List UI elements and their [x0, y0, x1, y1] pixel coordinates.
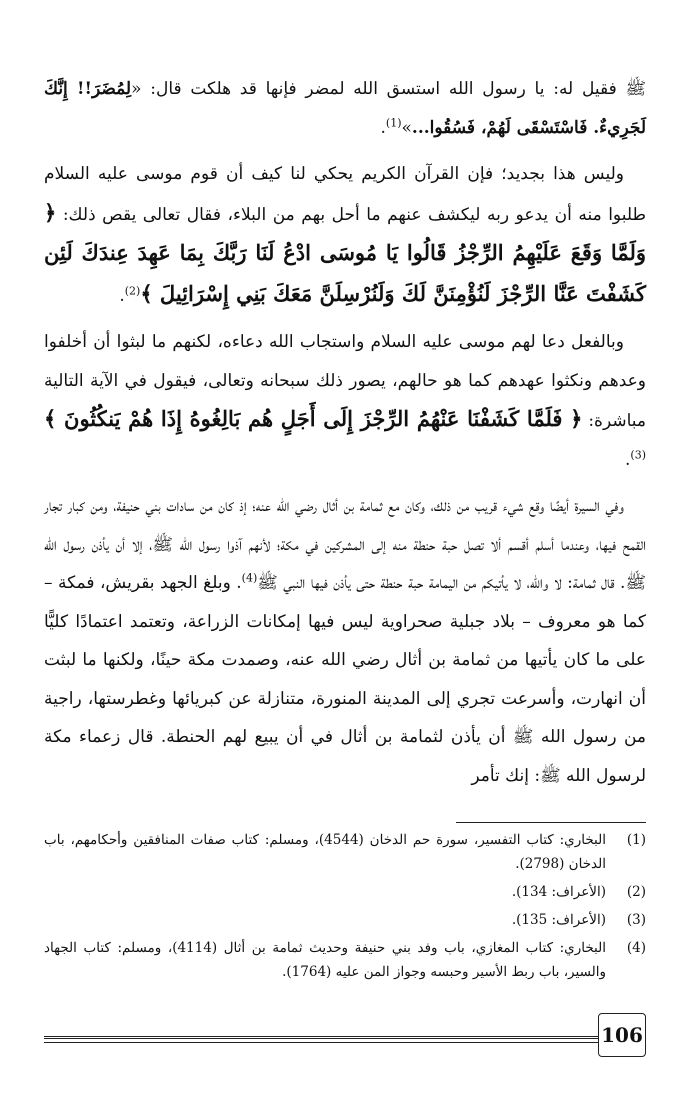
paragraph-text: وفي السيرة أيضًا وقع شيء قريب من ذلك، وكان مع ثمامة بن أثال رضي الله عنه؛ إذ كان من سادات بني حنيفة، ومن كبار تجار القمح فيها، وعندما أسلم أقسم ألا تصل حبة حنطة منه إلى المشركين في مكة؛ لأنهم آذوا رسول الله ﷺ، إلا أن يأذن رسول الله ﷺ. قال ثمامة: لا والله، لا يأتيكم من اليمامة حبة حنطة حتى يأذن فيها النبي ﷺ — [44, 496, 646, 593]
footnote — [44, 828, 646, 876]
paragraph-text: وليس هذا بجديد؛ فإن القرآن الكريم يحكي لنا كيف أن قوم موسى عليه السلام طلبوا منه أن يدعو ربه ليكشف عنهم ما أحل بهم من البلاء، فقال تعالى يقص ذلك: — [44, 164, 646, 225]
footnote-text: البخاري: كتاب التفسير، سورة حم الدخان (4544)، ومسلم: كتاب صفات المنافقين وأحكامهم، باب الدخان (2798). — [44, 832, 606, 872]
paragraph — [44, 487, 646, 795]
footnote-text: البخاري: كتاب المغازي، باب وفد بني حنيفة وحديث ثمامة بن أثال (4114)، ومسلم: كتاب الجهاد والسير، باب ربط الأسير وحبسه وجواز المن عليه (1764). — [44, 940, 606, 980]
footnote-number: (3) — [626, 912, 646, 928]
page-number: 106 — [598, 1013, 646, 1057]
footnotes — [44, 828, 646, 988]
footnote-number: (2) — [626, 884, 646, 900]
paragraph-text: ﷺ فقيل له: يا رسول الله استسق الله لمضر فإنها قد هلكت قال: « — [131, 79, 646, 99]
paragraph-end: . — [119, 285, 125, 306]
footnote-ref[interactable]: (1) — [385, 115, 402, 129]
paragraph-text: وبالفعل دعا لهم موسى عليه السلام واستجاب الله دعاءه، لكنهم ما لبثوا أن أخلفوا وعدهم ونكثوا عهدهم كما هو حالهم، يصور ذلك سبحانه وتعالى، فيقول في الآية التالية مباشرة: — [44, 332, 646, 431]
paragraph-end: . — [380, 117, 386, 138]
footnote — [44, 936, 646, 984]
quran-verse: ﴿ وَلَمَّا وَقَعَ عَلَيْهِمُ الرِّجْزُ قَالُوا يَا مُوسَى ادْعُ لَنَا رَبَّكَ بِمَا عَهِدَ عِندَكَ لَئِن كَشَفْتَ عَنَّا الرِّجْزَ لَنُؤْمِنَنَّ لَكَ وَلَنُرْسِلَنَّ مَعَكَ بَنِي إِسْرَائِيلَ ﴾ — [44, 199, 646, 306]
paragraph — [44, 155, 646, 315]
paragraph — [44, 70, 646, 147]
paragraph-text: . وبلغ الجهد بقريش، فمكة – كما هو معروف – بلاد جبلية صحراوية ليس فيها إمكانات الزراعة، وتعتمد اعتمادًا كليًّا على ما كان يأتيها من ثمامة بن أثال رضي الله عنه، وصمدت مكة حينًا، ولكنها ما لبثت أن انهارت، وأسرعت تجري إلى المدينة المنورة، متنازلة عن كبريائها وغطرستها، راجية من رسول الله ﷺ أن يأذن لثمامة بن أثال في أن يبيع لهم الحنطة. قال زعماء مكة لرسول الله ﷺ: إنك تأمر — [44, 573, 646, 786]
footnote-ref[interactable]: (2) — [124, 283, 141, 297]
footnote-divider — [456, 822, 646, 823]
quran-verse: ﴿ فَلَمَّا كَشَفْنَا عَنْهُمُ الرِّجْزَ إِلَى أَجَلٍ هُم بَالِغُوهُ إِذَا هُمْ يَنكُثُونَ ﴾ — [44, 406, 583, 431]
footnote — [44, 880, 646, 904]
footnote-number: (1) — [626, 832, 646, 848]
footnote-number: (4) — [626, 940, 646, 956]
quote-close: » — [401, 117, 412, 138]
paragraph — [44, 323, 646, 479]
hadith-quote: لِمُضَرَ!! إِنَّكَ لَجَرِيءٌ. فَاسْتَسْقَى لَهُمْ، فَسُقُوا... — [44, 79, 646, 138]
paragraph-end: . — [625, 449, 631, 470]
footnote-text: (الأعراف: 135). — [511, 912, 606, 928]
footnote — [44, 908, 646, 932]
footnote-ref[interactable]: (3) — [630, 447, 646, 461]
footer-rule — [44, 1036, 598, 1043]
footnote-text: (الأعراف: 134). — [511, 884, 606, 900]
footnote-ref[interactable]: (4) — [241, 571, 258, 585]
body-text — [44, 70, 646, 803]
